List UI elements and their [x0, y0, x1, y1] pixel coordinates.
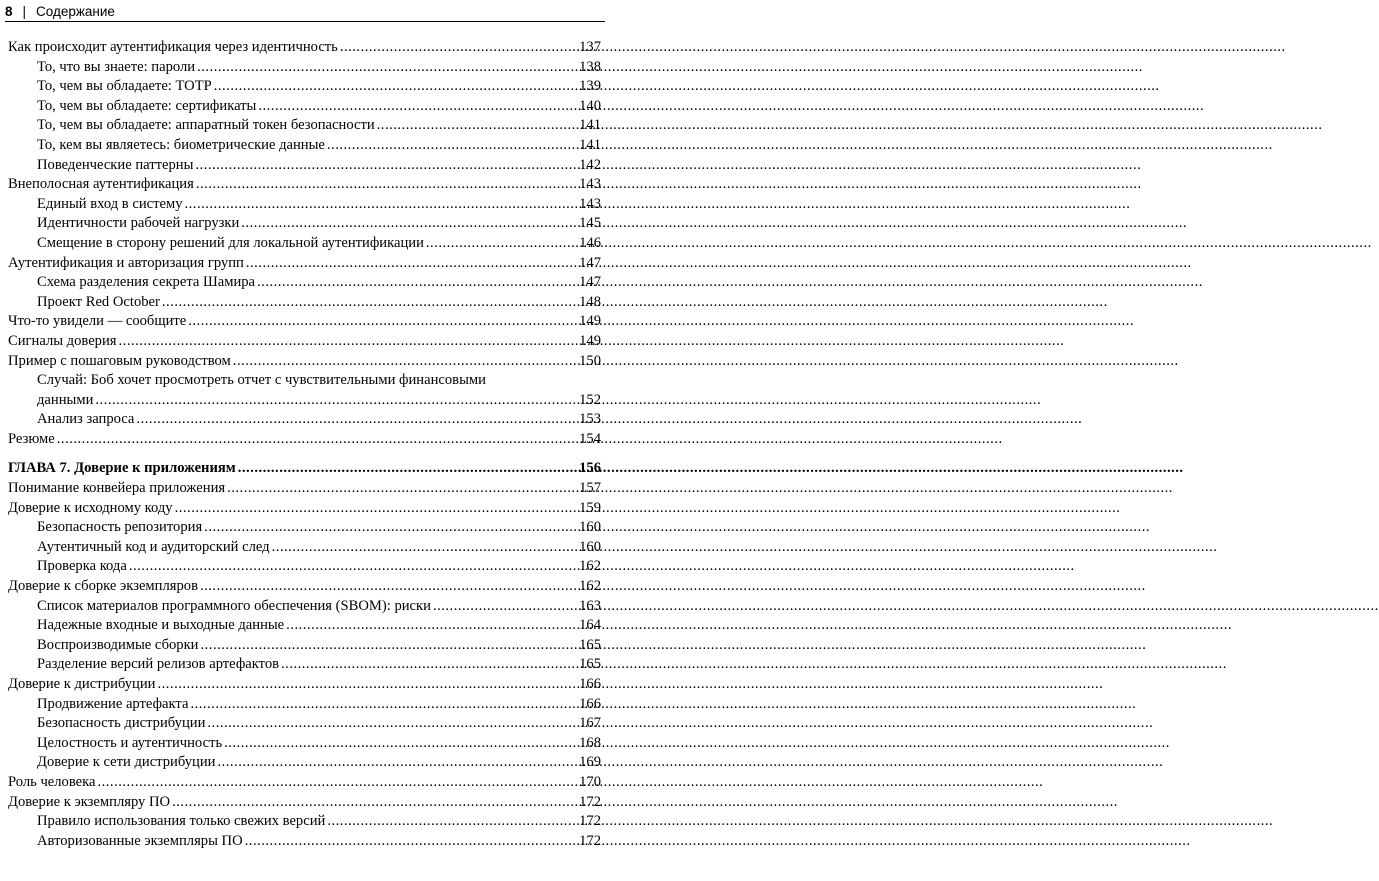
toc-entry[interactable] — [8, 793, 601, 813]
toc-entry-title: Доверие к сборке экземпляров — [8, 578, 198, 595]
toc-entry[interactable] — [8, 479, 601, 499]
dot-leader — [238, 459, 577, 479]
toc-entry[interactable] — [8, 410, 601, 430]
toc-entry-page: 138 — [579, 58, 601, 75]
toc-entry-title: То, кем вы являетесь: биометрические данные — [37, 136, 325, 153]
toc-entry-title: Идентичности рабочей нагрузки — [37, 215, 240, 232]
toc-entry-title: Внеполосная аутентификация — [8, 176, 194, 193]
dot-leader — [195, 156, 577, 176]
toc-entry[interactable] — [8, 195, 601, 215]
toc-entry-page: 153 — [579, 411, 601, 428]
dot-leader — [217, 753, 577, 773]
toc-entry[interactable] — [8, 695, 601, 715]
toc-entry-title: Пример с пошаговым руководством — [8, 352, 231, 369]
toc-entry-title: Доверие к сети дистрибуции — [37, 754, 216, 771]
toc-entry-page: 154 — [579, 430, 601, 447]
toc-entry[interactable] — [8, 312, 601, 332]
toc-entry-page: 165 — [579, 656, 601, 673]
toc-entry[interactable] — [8, 273, 601, 293]
dot-leader — [272, 538, 578, 558]
running-header — [5, 2, 605, 22]
toc-entry-title: Доверие к дистрибуции — [8, 676, 156, 692]
toc-entry[interactable] — [8, 175, 601, 195]
toc-entry-title: Разделение версий релизов артефактов — [37, 656, 280, 673]
toc-entry-page: 172 — [579, 832, 601, 849]
header-section-title: Содержание — [36, 4, 115, 19]
toc-entry[interactable] — [8, 293, 601, 313]
toc-entry-title: Смещение в сторону решений для локальной аутентификации — [37, 234, 424, 251]
toc-entry-title: То, чем вы обладаете: сертификаты — [37, 97, 257, 114]
dot-leader — [214, 77, 577, 97]
dot-leader — [172, 793, 577, 813]
dot-leader — [157, 675, 577, 695]
toc-entry-title: Схема разделения секрета Шамира — [37, 274, 256, 291]
toc-entry-page: 163 — [579, 597, 601, 614]
toc-entry-page: 159 — [579, 499, 601, 516]
toc-entry-title: Правило использования только свежих версий — [37, 813, 326, 830]
table-of-contents — [8, 38, 601, 851]
toc-entry-title: Аутентичный код и аудиторский след — [37, 538, 270, 555]
toc-entry-page: 141 — [579, 136, 601, 153]
dot-leader — [136, 410, 577, 430]
dot-leader — [258, 97, 577, 117]
dot-leader — [197, 58, 577, 78]
toc-entry-title: Сигналы доверия — [8, 332, 117, 349]
dot-leader — [224, 734, 577, 754]
toc-entry-title: Продвижение артефакта — [37, 695, 189, 712]
toc-entry-page: 149 — [579, 313, 601, 330]
toc-entry-page: 142 — [579, 156, 601, 173]
toc-entry-title: Что-то увидели — сообщите — [8, 313, 187, 330]
toc-entry-page: 156 — [579, 460, 601, 477]
toc-entry-page: 147 — [579, 274, 601, 291]
toc-entry[interactable] — [8, 77, 601, 97]
toc-entry-page: 149 — [579, 332, 601, 349]
toc-entry[interactable] — [8, 499, 601, 519]
toc-entry[interactable] — [8, 58, 601, 78]
toc-entry-title: Надежные входные и выходные данные — [37, 617, 285, 634]
dot-leader — [207, 714, 577, 734]
toc-entry-page: 166 — [579, 676, 601, 692]
toc-entry-page: 164 — [579, 617, 601, 634]
toc-entry[interactable] — [8, 97, 601, 117]
toc-chapter-entry[interactable] — [8, 459, 601, 479]
toc-entry-title: Безопасность дистрибуции — [37, 715, 206, 732]
toc-entry-page: 170 — [579, 773, 601, 790]
toc-entry-page: 165 — [579, 636, 601, 653]
dot-leader — [95, 391, 577, 411]
header-divider — [5, 21, 605, 22]
toc-entry-page: 143 — [579, 195, 601, 212]
toc-entry-page: 152 — [579, 391, 601, 408]
toc-entry-title: Резюме — [8, 430, 55, 447]
toc-entry-page: 147 — [579, 254, 601, 271]
toc-entry[interactable] — [8, 636, 601, 656]
dot-leader — [257, 273, 577, 293]
toc-entry-title: То, чем вы обладаете: аппаратный токен безопасности — [37, 117, 375, 134]
toc-entry-title: Воспроизводимые сборки — [37, 636, 199, 653]
toc-entry-title: То, чем вы обладаете: TOTP — [37, 78, 212, 95]
header-separator: | — [22, 4, 27, 19]
toc-entry[interactable] — [8, 254, 601, 274]
dot-leader — [129, 557, 577, 577]
toc-entry[interactable] — [8, 371, 601, 410]
toc-entry-page: 146 — [579, 234, 601, 251]
toc-entry[interactable] — [8, 597, 601, 617]
dot-leader — [97, 773, 577, 793]
toc-entry-page: 162 — [579, 578, 601, 595]
dot-leader — [175, 499, 578, 519]
toc-entry-title: Проверка кода — [37, 558, 127, 575]
dot-leader — [340, 38, 577, 58]
toc-entry-title: Понимание конвейера приложения — [8, 480, 226, 497]
toc-entry-title: Доверие к экземпляру ПО — [8, 793, 171, 810]
toc-entry[interactable] — [8, 116, 601, 136]
toc-entry[interactable] — [8, 156, 601, 176]
toc-entry[interactable] — [8, 214, 601, 234]
toc-entry-title: То, что вы знаете: пароли — [37, 58, 196, 75]
dot-leader — [327, 136, 577, 156]
toc-entry-page: 172 — [579, 793, 601, 810]
dot-leader — [286, 616, 577, 636]
toc-entry-title: Поведенческие паттерны — [37, 156, 194, 173]
toc-entry-title: Доверие к исходному коду — [8, 499, 173, 516]
toc-entry-title: Авторизованные экземпляры ПО — [37, 832, 243, 849]
toc-entry[interactable] — [8, 753, 601, 773]
toc-entry-page: 172 — [579, 813, 601, 830]
dot-leader — [204, 518, 577, 538]
toc-entry-page: 162 — [579, 558, 601, 575]
toc-entry-page: 150 — [579, 352, 601, 369]
dot-leader — [426, 234, 577, 254]
toc-entry-page: 141 — [579, 117, 601, 134]
toc-entry[interactable] — [8, 655, 601, 675]
toc-entry[interactable] — [8, 332, 601, 352]
toc-entry-title: Аутентификация и авторизация групп — [8, 254, 244, 271]
dot-leader — [233, 352, 577, 372]
dot-leader — [162, 293, 577, 313]
toc-entry-page: 157 — [579, 480, 601, 497]
toc-entry-page: 169 — [579, 754, 601, 771]
toc-entry-title: Анализ запроса — [37, 411, 135, 428]
toc-entry[interactable] — [8, 773, 601, 793]
dot-leader — [190, 695, 577, 715]
toc-entry-title: Безопасность репозитория — [37, 519, 203, 536]
toc-entry[interactable] — [8, 430, 601, 450]
toc-entry[interactable] — [8, 352, 601, 372]
dot-leader — [196, 175, 577, 195]
toc-entry-page: 140 — [579, 97, 601, 114]
toc-entry-title: Проект Red October — [37, 293, 160, 310]
dot-leader — [200, 577, 577, 597]
toc-entry-title: Роль человека — [8, 773, 96, 790]
toc-entry[interactable] — [8, 832, 601, 852]
dot-leader — [377, 116, 577, 136]
dot-leader — [281, 655, 577, 675]
toc-entry-title-line2 — [37, 391, 601, 411]
toc-entry[interactable] — [8, 234, 601, 254]
toc-entry-title: Целостность и аутентичность — [37, 734, 223, 751]
toc-entry-title-line1: Случай: Боб хочет просмотреть отчет с чувствительными финансовыми — [37, 372, 486, 389]
toc-entry[interactable] — [8, 557, 601, 577]
toc-entry[interactable] — [8, 136, 601, 156]
toc-entry-title: данными — [37, 391, 94, 408]
toc-entry-title: Список материалов программного обеспечения (SBOM): риски — [37, 597, 431, 614]
toc-entry[interactable] — [8, 616, 601, 636]
toc-entry[interactable] — [8, 577, 601, 597]
toc-entry[interactable] — [8, 812, 601, 832]
toc-entry-page: 139 — [579, 78, 601, 95]
dot-leader — [57, 430, 577, 450]
dot-leader — [119, 332, 578, 352]
toc-entry-page: 160 — [579, 538, 601, 555]
toc-entry[interactable] — [8, 518, 601, 538]
toc-entry-page: 137 — [579, 39, 601, 55]
dot-leader — [241, 214, 577, 234]
toc-entry[interactable] — [8, 675, 601, 695]
toc-entry-title: ГЛАВА 7. Доверие к приложениям — [8, 460, 236, 477]
toc-entry[interactable] — [8, 538, 601, 558]
toc-entry-page: 166 — [579, 695, 601, 712]
toc-entry-title: Единый вход в систему — [37, 195, 183, 212]
toc-entry-page: 168 — [579, 734, 601, 751]
toc-entry-page: 148 — [579, 293, 601, 310]
toc-entry-page: 167 — [579, 715, 601, 732]
dot-leader — [227, 479, 577, 499]
dot-leader — [433, 597, 577, 617]
dot-leader — [327, 812, 577, 832]
toc-entry-title: Как происходит аутентификация через идентичность — [8, 39, 338, 55]
toc-entry[interactable] — [8, 734, 601, 754]
toc-entry-page: 160 — [579, 519, 601, 536]
dot-leader — [185, 195, 578, 215]
toc-entry-page: 145 — [579, 215, 601, 232]
dot-leader — [201, 636, 578, 656]
dot-leader — [246, 254, 577, 274]
header-page-number: 8 — [5, 4, 13, 19]
dot-leader — [245, 832, 577, 852]
toc-entry[interactable] — [8, 38, 601, 58]
dot-leader — [188, 312, 577, 332]
toc-entry[interactable] — [8, 714, 601, 734]
toc-entry-page: 143 — [579, 176, 601, 193]
